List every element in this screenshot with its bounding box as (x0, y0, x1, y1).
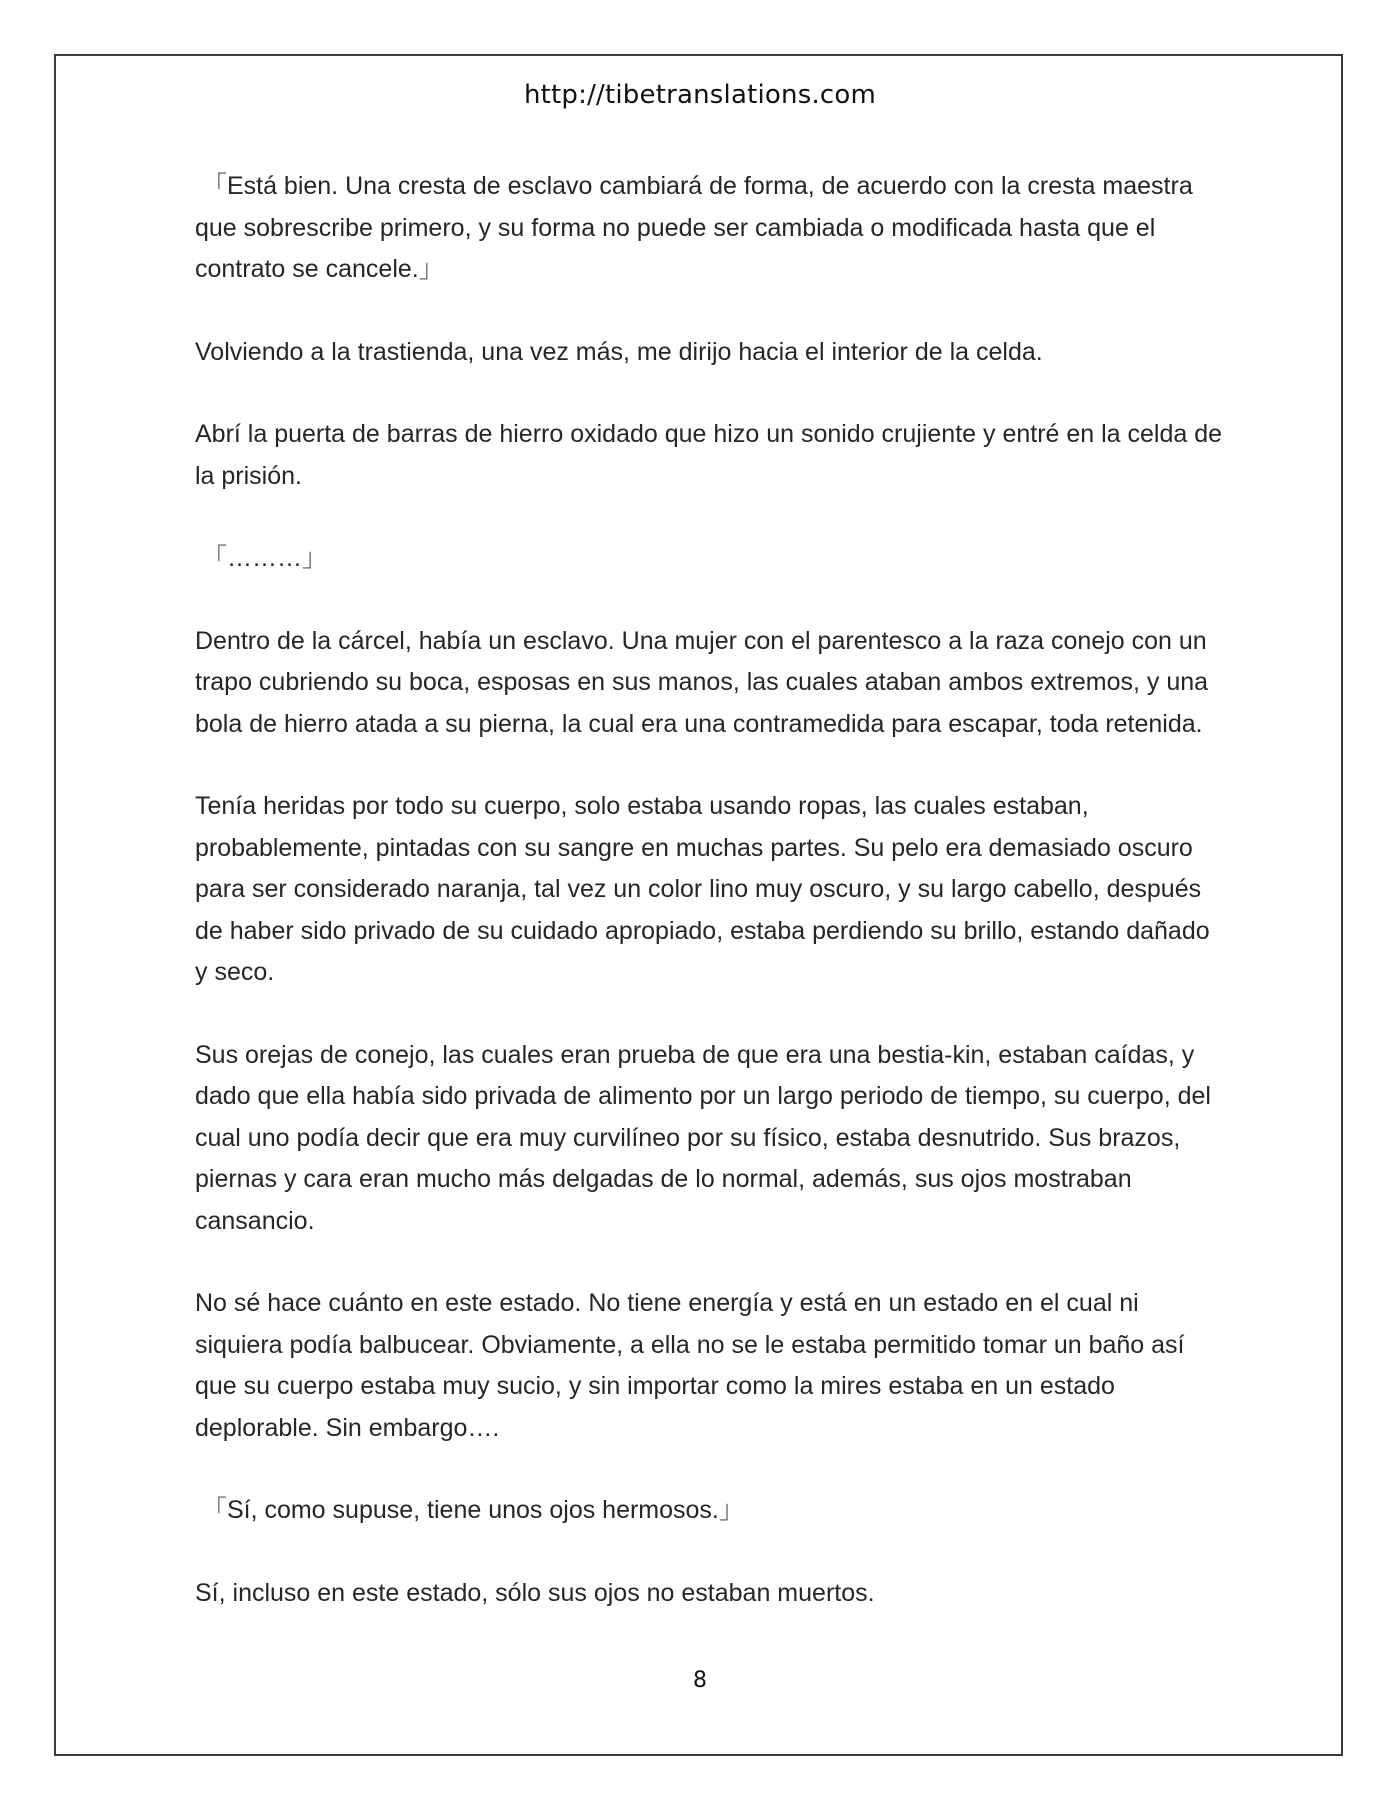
paragraph-9: 「Sí, como supuse, tiene unos ojos hermosos.」 (195, 1496, 744, 1524)
paragraph-1: 「Está bien. Una cresta de esclavo cambiará de forma, de acuerdo con la cresta maestra que sobrescribe primero, y su forma no puede ser cambiada o modificada hasta que el contrato se cancele.」 (195, 172, 1193, 283)
paragraph-8: No sé hace cuánto en este estado. No tiene energía y está en un estado en el cual ni siquiera podía balbucear. Obviamente, a ella no se le estaba permitido tomar un baño así que su cuerpo estaba muy sucio, y sin importar como la mires estaba en un estado deplorable. Sin embargo…. (195, 1289, 1185, 1442)
paragraph-7: Sus orejas de conejo, las cuales eran prueba de que era una bestia-kin, estaban caídas, y dado que ella había sido privada de alimento por un largo periodo de tiempo, su cuerpo, del cual uno podía decir que era muy curvilíneo por su físico, estaba desnutrido. Sus brazos, piernas y cara eran mucho más delgadas de lo normal, además, sus ojos mostraban cansancio. (195, 1040, 1211, 1235)
paragraph-6: Tenía heridas por todo su cuerpo, solo estaba usando ropas, las cuales estaban, probablemente, pintadas con su sangre en muchas partes. Su pelo era demasiado oscuro para ser considerado naranja, tal vez un color lino muy oscuro, y su largo cabello, después de haber sido privado de su cuidado apropiado, estaba perdiendo su brillo, estando dañado y seco. (195, 792, 1210, 986)
page-body (195, 166, 1225, 1655)
page-number: 8 (693, 1668, 707, 1693)
paragraph-5: Dentro de la cárcel, había un esclavo. Una mujer con el parentesco a la raza conejo con un trapo cubriendo su boca, esposas en sus manos, las cuales ataban ambos extremos, y una bola de hierro atada a su pierna, la cual era una contramedida para escapar, toda retenida. (195, 626, 1209, 738)
paragraph-2: Volviendo a la trastienda, una vez más, me dirijo hacia el interior de la celda. (195, 337, 1043, 366)
paragraph-4: 「………」 (195, 544, 327, 572)
paragraph-3: Abrí la puerta de barras de hierro oxidado que hizo un sonido crujiente y entré en la celda de la prisión. (195, 420, 1223, 490)
paragraph-10: Sí, incluso en este estado, sólo sus ojos no estaban muertos. (195, 1578, 875, 1607)
header-url: http://tibetranslations.com (523, 80, 877, 110)
